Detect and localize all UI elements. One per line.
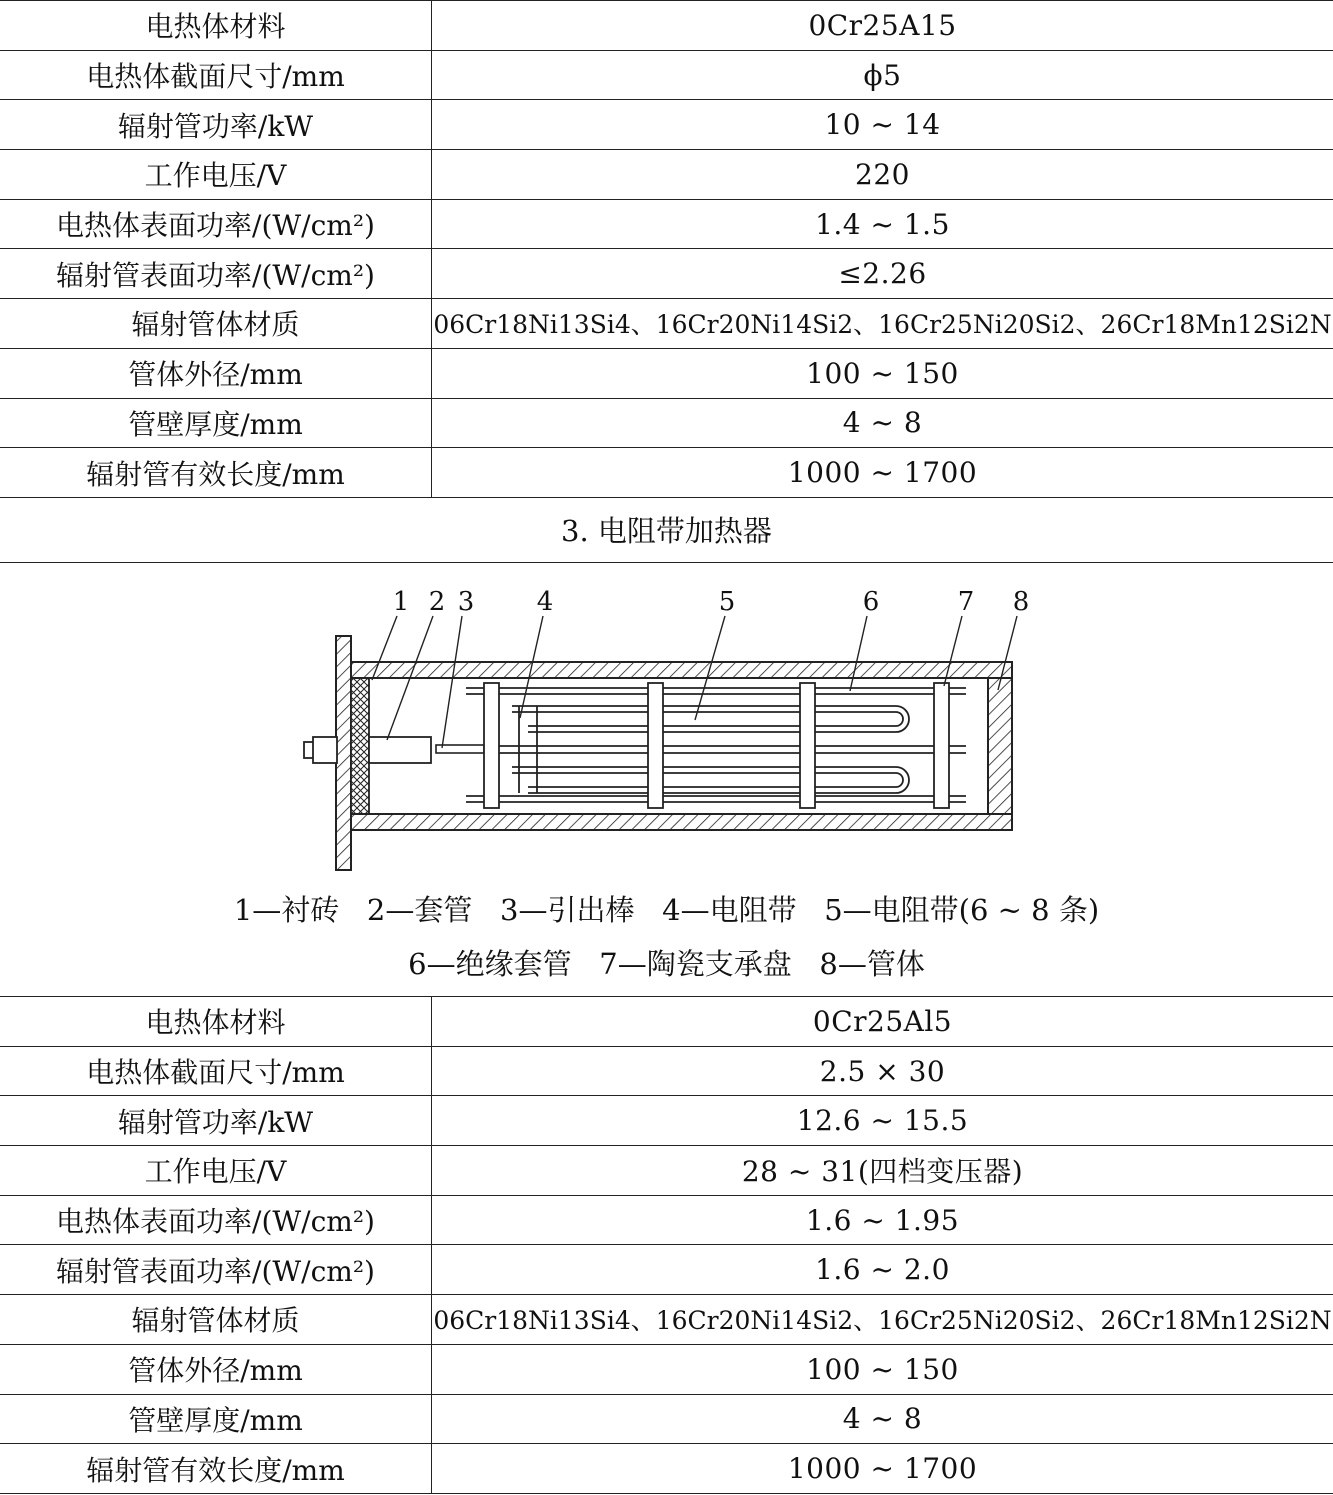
section-title: 3. 电阻带加热器 xyxy=(0,500,1333,563)
part-label-5: 5 xyxy=(718,587,736,617)
row-value: 4 ~ 8 xyxy=(432,398,1333,448)
part-label-1: 1 xyxy=(392,587,410,617)
row-key: 辐射管有效长度/mm xyxy=(0,448,432,498)
sleeve xyxy=(369,737,431,763)
row-value: 1000 ~ 1700 xyxy=(432,1444,1333,1494)
row-value: ≤2.26 xyxy=(432,249,1333,299)
table-row xyxy=(0,1,1333,51)
flange-plate xyxy=(336,636,351,870)
row-value: 28 ~ 31(四档变压器) xyxy=(432,1146,1333,1196)
row-value: 1000 ~ 1700 xyxy=(432,448,1333,498)
row-value: 12.6 ~ 15.5 xyxy=(432,1096,1333,1146)
row-value: 06Cr18Ni13Si4、16Cr20Ni14Si2、16Cr25Ni20Si2、26Cr18Mn12Si2N xyxy=(432,1295,1333,1345)
row-key: 辐射管表面功率/(W/cm²) xyxy=(0,1245,432,1295)
table-row xyxy=(0,1394,1333,1444)
row-value: 4 ~ 8 xyxy=(432,1394,1333,1444)
row-key: 辐射管体材质 xyxy=(0,1295,432,1345)
table-row xyxy=(0,1444,1333,1494)
lining-brick xyxy=(351,662,369,818)
part-label-6: 6 xyxy=(862,587,880,617)
table-row xyxy=(0,199,1333,249)
table-row xyxy=(0,299,1333,349)
table-row xyxy=(0,1046,1333,1096)
part-label-7: 7 xyxy=(957,587,975,617)
leader-line xyxy=(850,616,867,691)
support-disc xyxy=(934,683,949,808)
support-disc xyxy=(484,683,499,808)
diagram-caption-line-1: 1—衬砖 2—套管 3—引出棒 4—电阻带 5—电阻带(6 ~ 8 条) xyxy=(233,893,1100,927)
row-key: 工作电压/V xyxy=(0,1146,432,1196)
row-key: 管体外径/mm xyxy=(0,1344,432,1394)
lead-rod xyxy=(436,745,484,753)
resistance-band xyxy=(512,712,903,726)
row-value: 100 ~ 150 xyxy=(432,1344,1333,1394)
table-row xyxy=(0,1295,1333,1345)
spec-table-2 xyxy=(0,996,1333,1494)
resistance-band xyxy=(512,773,903,787)
row-key: 辐射管有效长度/mm xyxy=(0,1444,432,1494)
table-row xyxy=(0,448,1333,498)
resistance-band xyxy=(512,767,909,793)
row-key: 电热体截面尺寸/mm xyxy=(0,50,432,100)
row-value: 10 ~ 14 xyxy=(432,100,1333,150)
row-value: 220 xyxy=(432,150,1333,200)
row-key: 管体外径/mm xyxy=(0,348,432,398)
table-row xyxy=(0,1146,1333,1196)
row-key: 工作电压/V xyxy=(0,150,432,200)
row-key: 辐射管体材质 xyxy=(0,299,432,349)
terminal-stub xyxy=(313,737,337,763)
row-value: 06Cr18Ni13Si4、16Cr20Ni14Si2、16Cr25Ni20Si2、26Cr18Mn12Si2N xyxy=(432,299,1333,349)
support-disc xyxy=(800,683,815,808)
table-row xyxy=(0,997,1333,1047)
row-key: 电热体截面尺寸/mm xyxy=(0,1046,432,1096)
tube-wall-top xyxy=(351,662,1012,678)
table-row xyxy=(0,398,1333,448)
row-value: 1.6 ~ 1.95 xyxy=(432,1195,1333,1245)
table-row xyxy=(0,348,1333,398)
part-label-8: 8 xyxy=(1012,587,1030,617)
table-row xyxy=(0,249,1333,299)
heater-diagram xyxy=(0,570,1333,882)
table-row xyxy=(0,150,1333,200)
table-row xyxy=(0,1245,1333,1295)
row-value: 0Cr25Al5 xyxy=(432,997,1333,1047)
resistance-band xyxy=(512,706,909,732)
row-key: 电热体表面功率/(W/cm²) xyxy=(0,1195,432,1245)
spec-table-1 xyxy=(0,0,1333,498)
row-key: 辐射管表面功率/(W/cm²) xyxy=(0,249,432,299)
row-value: 0Cr25A15 xyxy=(432,1,1333,51)
row-key: 电热体材料 xyxy=(0,1,432,51)
row-value: 100 ~ 150 xyxy=(432,348,1333,398)
tube-end-cap xyxy=(988,678,1012,814)
row-key: 管壁厚度/mm xyxy=(0,1394,432,1444)
part-label-3: 3 xyxy=(457,587,475,617)
table-row xyxy=(0,50,1333,100)
row-value: ϕ5 xyxy=(432,50,1333,100)
table-row xyxy=(0,1344,1333,1394)
row-key: 管壁厚度/mm xyxy=(0,398,432,448)
row-value: 1.6 ~ 2.0 xyxy=(432,1245,1333,1295)
diagram-caption-line-2: 6—绝缘套管 7—陶瓷支承盘 8—管体 xyxy=(408,947,925,981)
row-value: 2.5 × 30 xyxy=(432,1046,1333,1096)
row-key: 电热体表面功率/(W/cm²) xyxy=(0,199,432,249)
row-value: 1.4 ~ 1.5 xyxy=(432,199,1333,249)
row-key: 电热体材料 xyxy=(0,997,432,1047)
part-label-2: 2 xyxy=(428,587,446,617)
leader-line xyxy=(442,616,462,748)
part-label-4: 4 xyxy=(536,587,554,617)
support-disc xyxy=(648,683,663,808)
row-key: 辐射管功率/kW xyxy=(0,100,432,150)
table-row xyxy=(0,100,1333,150)
table-row xyxy=(0,1096,1333,1146)
row-key: 辐射管功率/kW xyxy=(0,1096,432,1146)
table-row xyxy=(0,1195,1333,1245)
tube-wall-bottom xyxy=(351,814,1012,830)
